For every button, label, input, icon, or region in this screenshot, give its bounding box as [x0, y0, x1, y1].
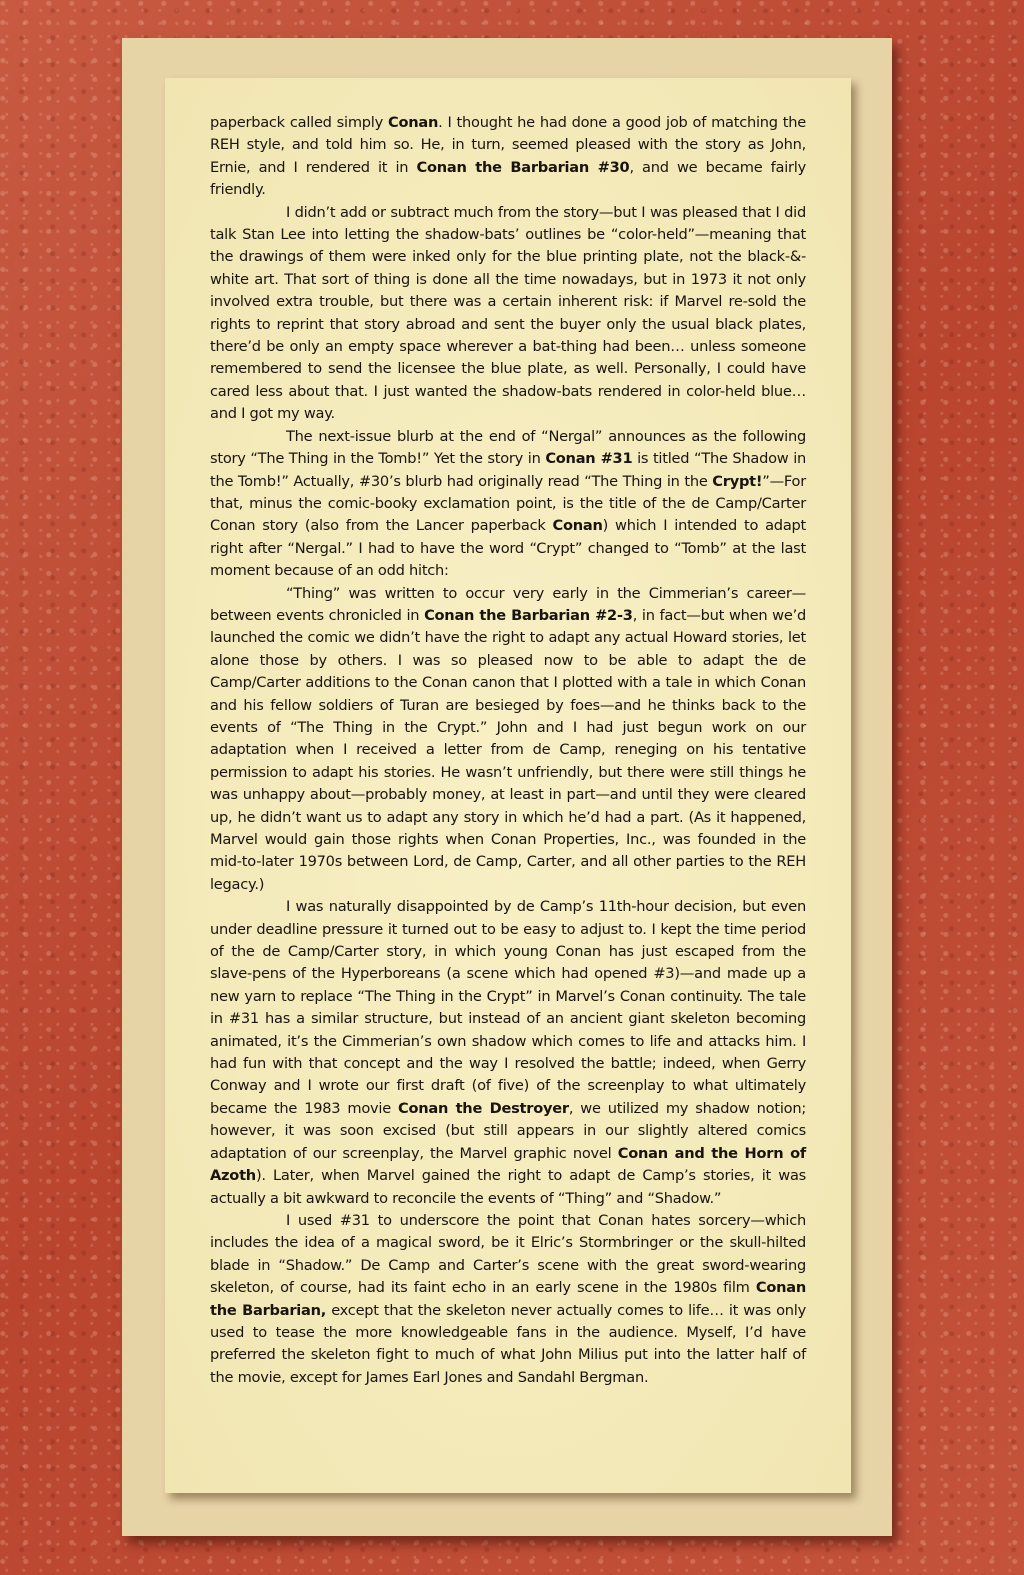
text-run-bold: Conan the Barbarian,: [210, 1279, 806, 1319]
text-run-bold: Conan: [388, 114, 439, 131]
text-run-bold: Crypt!: [712, 472, 763, 490]
text-run: , in fact—but when we’d launched the comic we didn’t have the right to adapt any actual Howard stories, let alone those by others. I was so pleased now to be able to adapt the de Camp/Carter additions to the Conan canon that I plotted with a tale in which Conan and his fellow soldiers of Turan are besieged by foes—and he thinks back to the events of “The Thing in the Crypt.” John and I had just begun work on our adaptation when I received a letter from de Camp, reneging on his tentative permission to adapt his stories. He wasn’t unfriendly, but there were still things he was unhappy about—probably money, at least in part—and until they were cleared up, he didn’t want us to adapt any story in which he’d had a part. (As it happened, Marvel would gain those rights when Conan Properties, Inc., was founded in the mid-to-later 1970s between Lord, de Camp, Carter, and all other parties to the REH legacy.): [210, 606, 806, 893]
text-run: . I thought he had done a good job of matching the REH style, and told him so. He, in turn, seemed pleased with the story as John, Ernie, and I rendered it in: [210, 114, 806, 176]
paragraph-4: [210, 583, 806, 897]
text-run: ). Later, when Marvel gained the right to adapt de Camp’s stories, it was actually a bit awkward to reconcile the events of “Thing” and “Shadow.”: [210, 1167, 806, 1207]
text-run: is titled “The Shadow in the Tomb!” Actually, #30’s blurb had originally read “The Thing in the: [210, 450, 806, 490]
paragraph-2: [210, 202, 806, 426]
paragraph-5: [210, 896, 806, 1210]
text-run: I used #31 to underscore the point that Conan hates sorcery—which includes the idea of a magical sword, be it Elric’s Stormbringer or the skull-hilted blade in “Shadow.” De Camp and Carter’s scene with the great sword-wearing skeleton, of course, had its faint echo in an early scene in the 1980s film: [210, 1211, 806, 1297]
text-run-bold: Conan the Destroyer: [397, 1099, 569, 1117]
paragraph-1: [210, 112, 806, 202]
text-run-bold: Conan the Barbarian #30: [416, 158, 630, 176]
text-run: paperback called simply: [210, 114, 388, 131]
text-run-bold: Conan: [552, 517, 603, 535]
paragraph-6: [210, 1210, 806, 1389]
text-run: ”—For that, minus the comic-booky exclamation point, is the title of the de Camp/Carter Conan story (also from the Lancer paperback: [210, 472, 806, 535]
text-run: The next-issue blurb at the end of “Nergal” announces as the following story “The Thing in the Tomb!” Yet the story in: [210, 427, 806, 468]
text-run: except that the skeleton never actually comes to life… it was only used to tease the more knowledgeable fans in the audience. Myself, I’d have preferred the skeleton fight to much of what John Milius put into the latter half of the movie, except for James Earl Jones and Sandahl Bergman.: [210, 1301, 806, 1386]
text-run-bold: Conan and the Horn of Azoth: [210, 1144, 806, 1185]
text-run: I was naturally disappointed by de Camp’s 11th-hour decision, but even under deadline pressure it turned out to be easy to adjust to. I kept the time period of the de Camp/Carter story, in which young Conan has just escaped from the slave-pens of the Hyperboreans (a scene which had opened #3)—and made up a new yarn to replace “The Thing in the Crypt” in Marvel’s Conan continuity. The tale in #31 has a similar structure, but instead of an ancient giant skeleton becoming animated, it’s the Cimmerian’s own shadow which comes to life and attacks him. I had fun with that concept and the way I resolved the battle; indeed, when Gerry Conway and I wrote our first draft (of five) of the screenplay to what ultimately became the 1983 movie: [210, 898, 806, 1117]
text-run: , we utilized my shadow notion; however, it was soon excised (but still appears in our slightly altered comics adaptation of our screenplay, the Marvel graphic novel: [210, 1099, 806, 1162]
text-run: “Thing” was written to occur very early in the Cimmerian’s career—between events chronicled in: [210, 584, 806, 624]
paragraph-3: [210, 426, 806, 583]
text-run: ) which I intended to adapt right after “Nergal.” I had to have the word “Crypt” changed to “Tomb” at the last moment because of an odd hitch:: [210, 517, 806, 580]
text-run-bold: Conan #31: [545, 450, 633, 468]
text-run-bold: Conan the Barbarian #2-3: [424, 606, 633, 624]
text-run: , and we became fairly friendly.: [210, 158, 806, 199]
text-run: I didn’t add or subtract much from the story—but I was pleased that I did talk Stan Lee into letting the shadow-bats’ outlines be “color-held”—meaning that the drawings of them were inked only for the blue printing plate, not the black-&-white art. That sort of thing is done all the time nowadays, but in 1973 it not only involved extra trouble, but there was a certain inherent risk: if Marvel re-sold the rights to reprint that story abroad and sent the buyer only the usual black plates, there’d be only an empty space wherever a bat-thing had been… unless someone remembered to send the licensee the blue plate, as well. Personally, I could have cared less about that. I just wanted the shadow-bats rendered in color-held blue… and I got my way.: [210, 203, 806, 423]
article-body: [210, 112, 806, 1389]
